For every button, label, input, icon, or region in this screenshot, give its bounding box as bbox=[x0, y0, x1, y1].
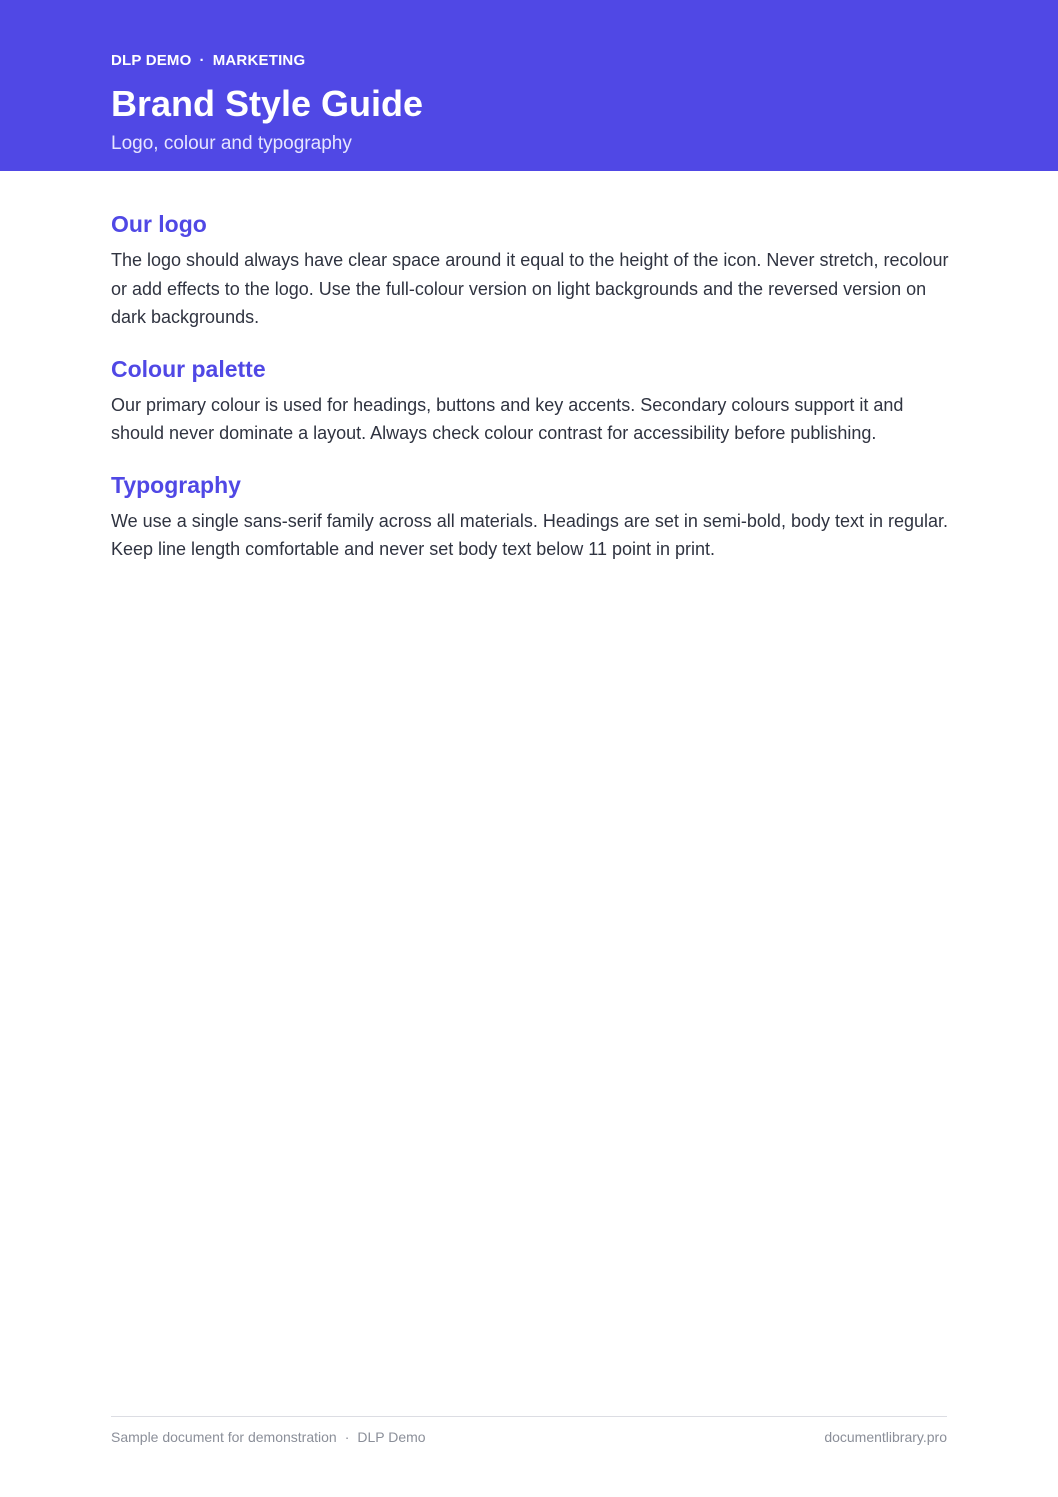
section-our-logo bbox=[111, 208, 951, 332]
section-heading: Typography bbox=[111, 471, 241, 498]
document-header bbox=[0, 0, 1058, 171]
section-paragraph: We use a single sans-serif family across all materials. Headings are set in semi-bold, body text in regular. Keep line length comfortable and never set body text below 11 point in print. bbox=[111, 510, 949, 559]
footer-site: documentlibrary.pro bbox=[824, 1429, 947, 1445]
kicker-separator: · bbox=[199, 52, 205, 69]
kicker-org: DLP DEMO bbox=[111, 52, 192, 69]
footer-divider bbox=[111, 1416, 947, 1417]
section-paragraph: Our primary colour is used for headings, buttons and key accents. Secondary colours support it and should never dominate a layout. Always check colour contrast for accessibility before publishing. bbox=[111, 394, 904, 443]
footer-note: Sample document for demonstration bbox=[111, 1429, 337, 1445]
document-subtitle: Logo, colour and typography bbox=[111, 133, 352, 154]
section-heading: Colour palette bbox=[111, 355, 266, 382]
footer-separator: · bbox=[344, 1429, 350, 1445]
section-colour-palette bbox=[111, 353, 951, 448]
document-title: Brand Style Guide bbox=[111, 83, 424, 124]
section-typography bbox=[111, 469, 951, 564]
kicker-category: MARKETING bbox=[212, 52, 306, 69]
section-heading: Our logo bbox=[111, 211, 207, 237]
section-paragraph: The logo should always have clear space around it equal to the height of the icon. Never stretch, recolour or add effects to the logo. Use the full-colour version on light backgrounds and the reversed version on dark backgrounds. bbox=[111, 250, 949, 327]
document-body bbox=[111, 208, 951, 585]
footer-left bbox=[111, 1428, 426, 1446]
footer-brand: DLP Demo bbox=[357, 1429, 426, 1445]
header-kicker bbox=[111, 52, 305, 69]
